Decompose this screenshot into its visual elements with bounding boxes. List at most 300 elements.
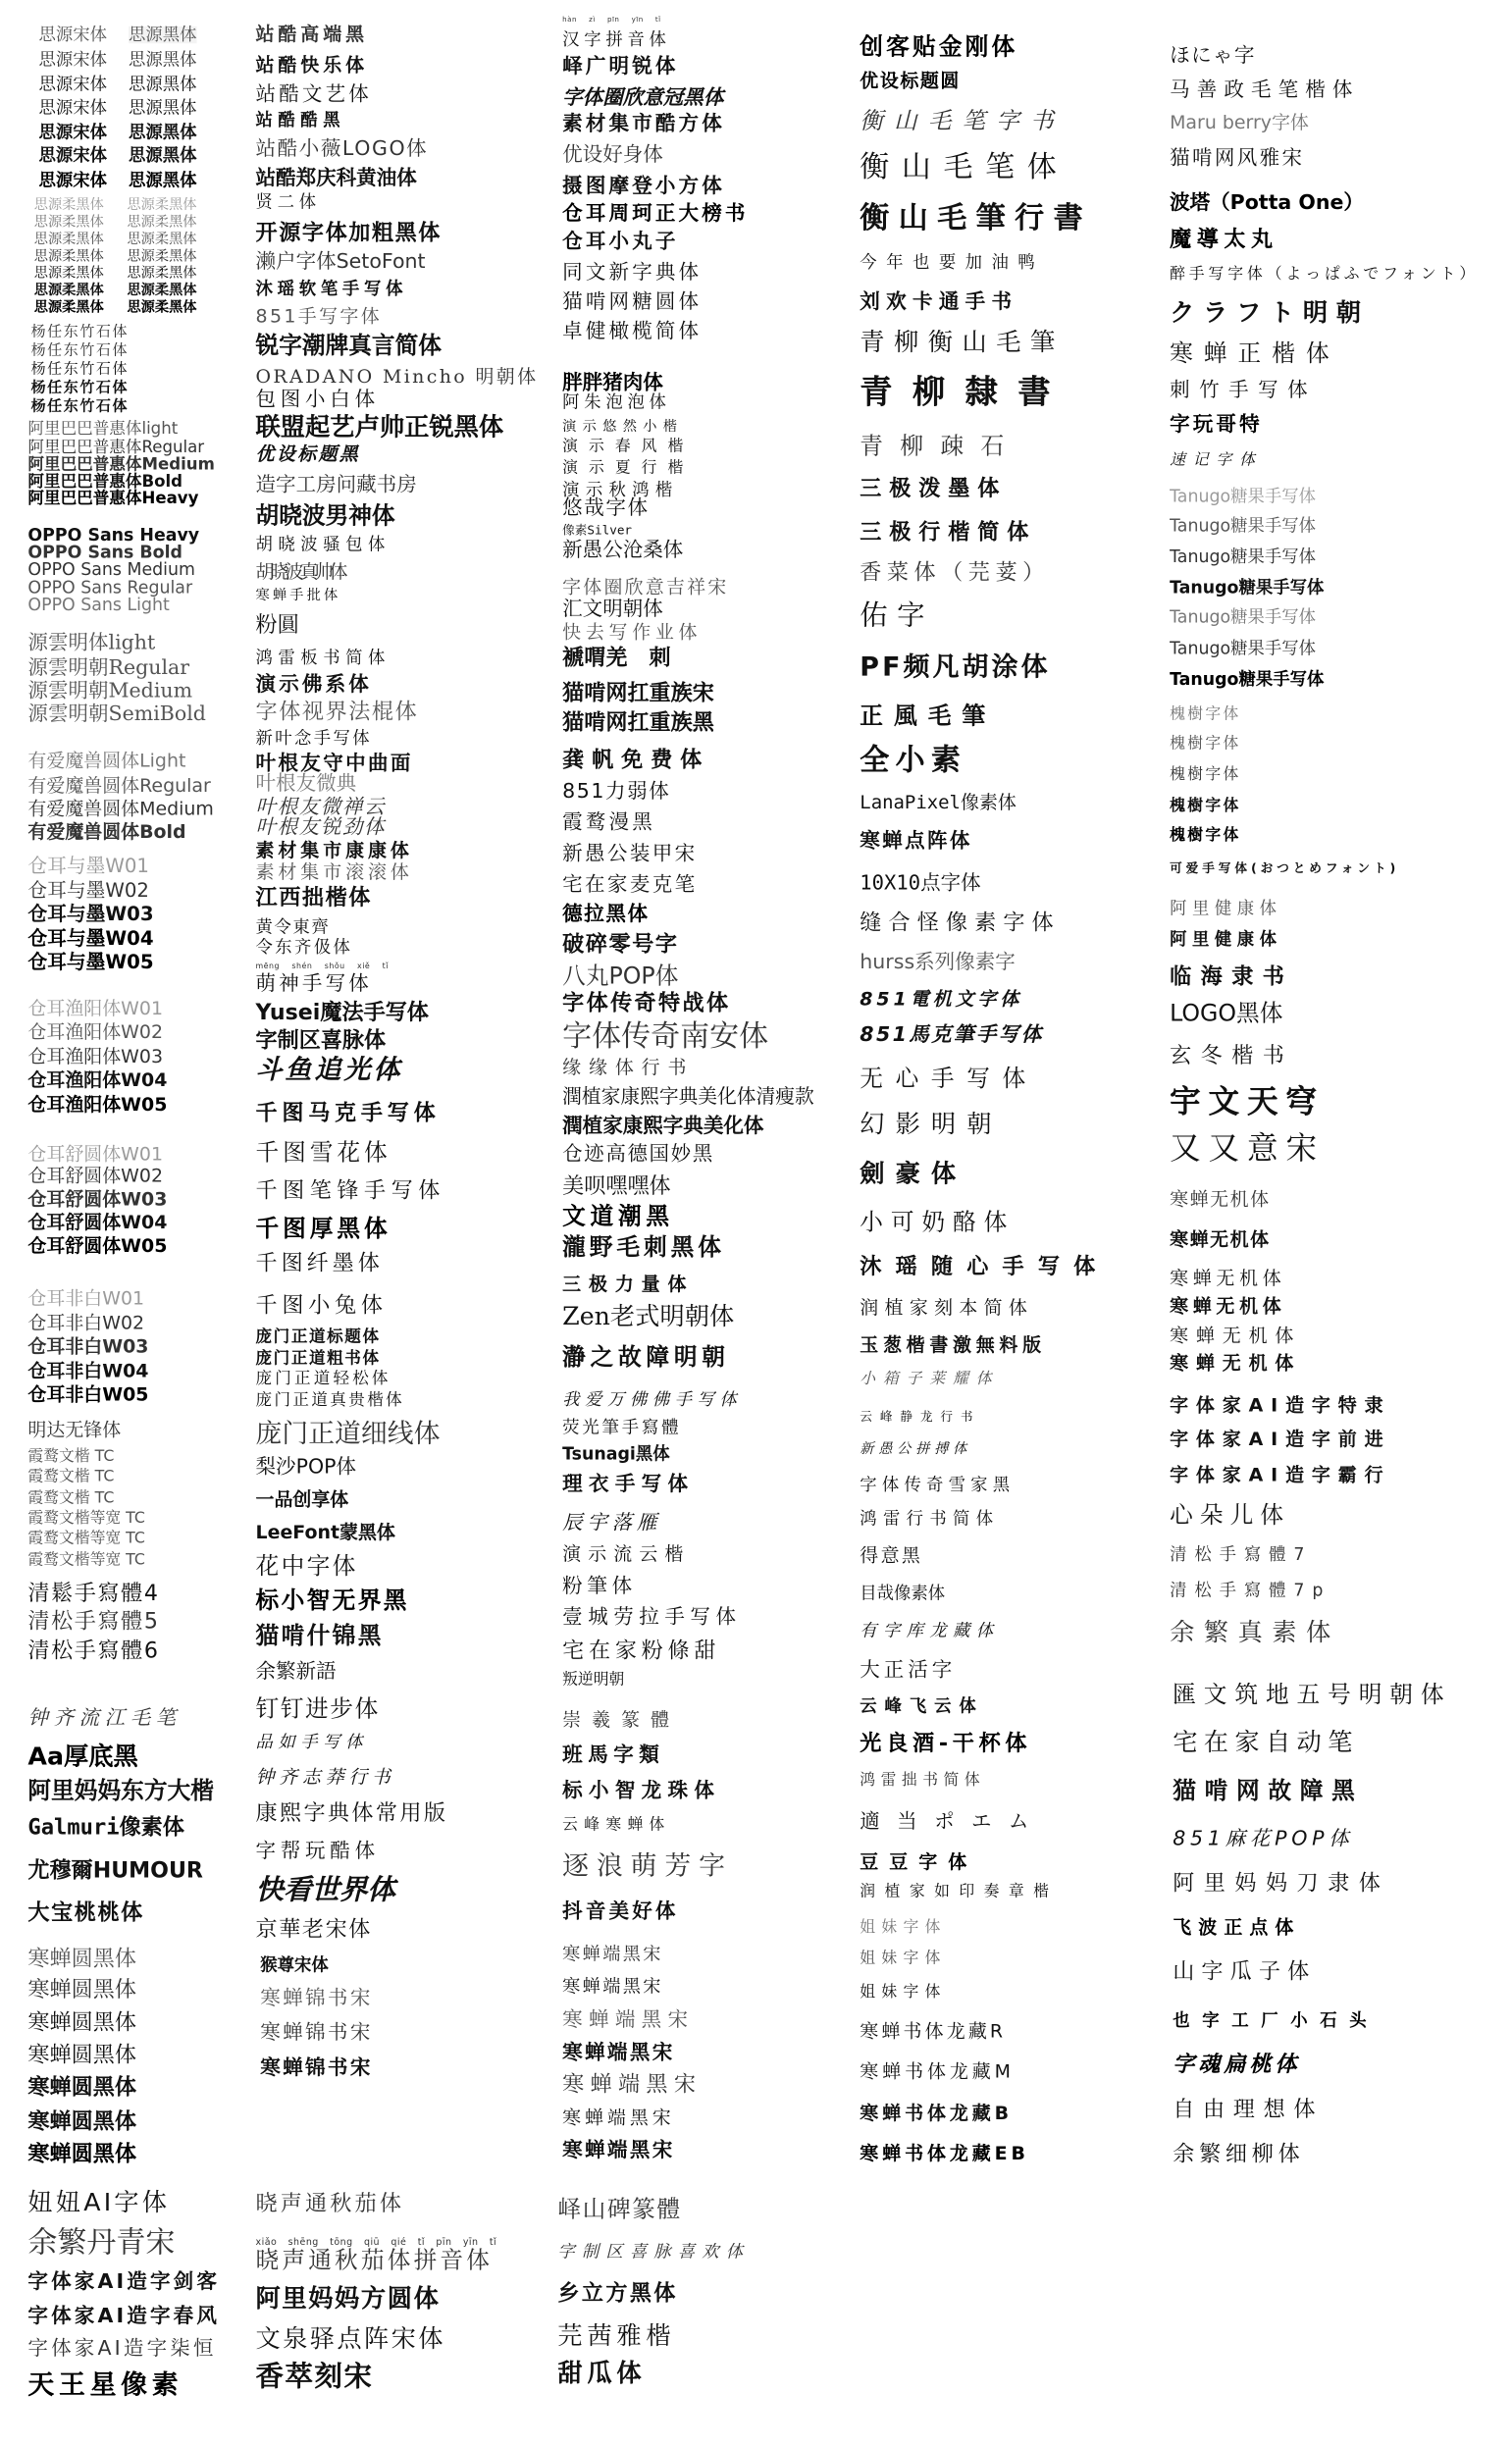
font-sample: 霞鹜文楷等宽 TC [27, 1510, 145, 1528]
font-sample: 品如手写体 [255, 1731, 368, 1751]
font-sample: 刺竹手写体 [1170, 379, 1318, 402]
font-sample: 霞鹜文楷 TC [27, 1448, 115, 1466]
font-sample: 字体圈欣意冠黑体 [562, 85, 724, 110]
font-sample: 站酷小薇LOGO体 [255, 136, 429, 161]
font-sample: 杨任东竹石体 [30, 397, 130, 416]
font-sample: 851麻花POP体 [1173, 1827, 1354, 1850]
font-sample: 新叶念手写体 [255, 727, 372, 748]
font-sample: 小箱子莱耀体 [860, 1371, 1000, 1388]
font-sample: 阿朱泡泡体 [562, 390, 671, 412]
font-sample: 令东齐伋体 [255, 936, 353, 957]
font-sample: 仓耳非白W05 [27, 1382, 149, 1406]
font-sample: 峄广明锐体 [562, 55, 679, 78]
font-sample: 也字工厂小石头 [1173, 2009, 1380, 2031]
font-sample: 芫茜雅楷 [557, 2320, 676, 2351]
font-sample: 寒蝉端黑宋 [562, 2041, 675, 2064]
font-sample: 鸿雷拙书简体 [860, 1772, 986, 1790]
font-sample: 宅在家麦克笔 [562, 872, 698, 897]
font-sample: 三极力量体 [562, 1273, 695, 1295]
font-sample: 杨任东竹石体 [30, 323, 130, 341]
font-sample: 衡山毛笔字书 [860, 106, 1065, 134]
font-sample: OPPO Sans Bold [27, 541, 182, 562]
font-sample: 站酷快乐体 [255, 54, 369, 77]
font-sample: 润植家如印奏章楷 [860, 1883, 1059, 1901]
font-sample: 胡晓波男神体 [255, 500, 395, 530]
font-sample: 粉筆体 [562, 1574, 637, 1598]
font-sample: 思源柔黑体 [33, 248, 104, 265]
font-sample: LOGO黑体 [1170, 998, 1283, 1027]
font-sample: OPPO Sans Regular [27, 577, 193, 598]
font-sample: 仓耳与墨W05 [27, 949, 154, 973]
font-sample: 胡晓波真帅体 [255, 560, 344, 583]
font-sample: 851電机文字体 [860, 988, 1023, 1011]
font-sample: Zen老式明朝体 [562, 1301, 735, 1331]
font-sample: 寒蝉书体龙藏EB [860, 2142, 1029, 2164]
font-sample: 标小智无界黑 [255, 1586, 409, 1614]
font-sample: 文道潮黑 [562, 1201, 674, 1229]
font-sample: 字魂扁桃体 [1173, 2053, 1301, 2078]
font-sample: 云峰飞云体 [860, 1695, 984, 1716]
font-sample: 字体视界法棍体 [255, 700, 419, 725]
column-4 [860, 0, 1162, 2445]
font-sample: 飞波正点体 [1173, 1916, 1301, 1939]
font-sample: LanaPixel像素体 [860, 791, 1017, 813]
font-sample: 潤植家康熙字典美化体 [562, 1115, 764, 1138]
font-sample: 猫啃网故障黑 [1173, 1776, 1364, 1804]
font-sample: 寒蝉书体龙藏R [860, 2019, 1007, 2042]
font-sample: 源雲明朝SemiBold [27, 702, 206, 726]
font-sample: 青柳疎石 [860, 431, 1021, 460]
font-sample: 清鬆手寫體4 [27, 1582, 160, 1607]
font-sample: 清松手寫體7p [1170, 1579, 1331, 1600]
font-sample: 寒蝉圆黑体 [27, 2109, 136, 2135]
font-sample: 庞门正道细线体 [255, 1418, 441, 1450]
font-sample: 猴尊宋体 [260, 1953, 329, 1975]
font-sample: ORADANO Mincho 明朝体 [255, 365, 539, 388]
font-sample: 寒蝉圆黑体 [27, 2142, 136, 2167]
font-sample: Tanugo糖果手写体 [1170, 514, 1316, 536]
font-sample: 寒蝉圆黑体 [27, 2010, 136, 2036]
font-sample: 波塔（Potta One） [1170, 190, 1364, 215]
font-sample: 槐樹字体 [1170, 798, 1241, 815]
font-sample: Galmuri像素体 [27, 1815, 184, 1841]
font-sample: 濑户字体SetoFont [255, 249, 426, 274]
font-sample: 汉字拼音体 [562, 28, 671, 49]
font-sample: 仓耳与墨W01 [27, 853, 149, 877]
font-sample: 大宝桃桃体 [27, 1900, 144, 1926]
font-sample: 字体家AI造字春风 [27, 2304, 221, 2328]
font-sample: 天王星像素 [27, 2368, 183, 2401]
font-sample: 可爱手写体(おつとめフォント) [1170, 860, 1400, 876]
font-sample: 仓耳渔阳体W05 [27, 1093, 168, 1116]
font-sample: 班馬字類 [562, 1743, 665, 1767]
font-sample: 今年也要加油鸭 [860, 251, 1045, 273]
font-sample: 姐妹字体 [860, 1919, 947, 1937]
font-sample: 字体圈欣意吉祥宋 [562, 576, 729, 598]
font-sample: 思源宋体 [38, 96, 107, 118]
font-sample: Tsunagi黑体 [562, 1442, 670, 1464]
pinyin-annotation: hàn zì pīn yīn tǐ [562, 16, 661, 25]
font-sample: 心朵儿体 [1170, 1500, 1291, 1529]
font-sample: 优设标题黑 [255, 442, 361, 465]
font-sample: Tanugo糖果手写体 [1170, 668, 1325, 689]
font-sample: 德拉黑体 [562, 902, 650, 926]
font-sample: 槐樹字体 [1170, 827, 1241, 845]
font-sample: 有爱魔兽圆体Medium [27, 798, 214, 820]
font-sample: 猫啃什锦黑 [255, 1621, 384, 1649]
font-sample: 仓耳渔阳体W01 [27, 997, 164, 1019]
font-sample: 理衣手写体 [562, 1472, 695, 1496]
font-sample: 槐樹字体 [1170, 735, 1241, 754]
font-sample: 仓耳非白W02 [27, 1312, 145, 1334]
font-sample: 仓耳渔阳体W02 [27, 1020, 164, 1043]
font-sample: 缝合怪像素字体 [860, 910, 1061, 936]
font-sample: 云峰寒蝉体 [562, 1817, 671, 1835]
font-sample: 源雲明朝Medium [27, 679, 193, 703]
font-sample: 思源黑体 [129, 48, 197, 70]
font-sample: 小可奶酪体 [860, 1207, 1016, 1236]
font-sample: 思源宋体 [38, 24, 107, 44]
font-sample: Tanugo糖果手写体 [1170, 485, 1316, 506]
font-sample: 目哉像素体 [860, 1582, 946, 1603]
font-sample: 霞鹜漫黑 [562, 810, 655, 835]
font-sample: 衡山毛笔体 [860, 149, 1069, 184]
font-sample: 萌神手写体 [255, 971, 372, 996]
font-sample: 叛逆明朝 [562, 1671, 625, 1690]
font-sample: 阿里妈妈方圆体 [255, 2283, 441, 2314]
font-sample: 思源黑体 [129, 121, 197, 142]
font-sample: 寒蝉端黑宋 [562, 2072, 703, 2098]
font-sample: 851馬克筆手写体 [860, 1022, 1044, 1047]
font-sample: 字制区喜脉喜欢体 [557, 2240, 751, 2262]
font-sample: 思源宋体 [38, 169, 107, 190]
font-sample: 寒蝉圆黑体 [27, 1947, 136, 1972]
font-sample: 演示秋鸿楷 [562, 479, 679, 500]
font-sample: 姐妹字体 [860, 1950, 947, 1968]
font-sample: 沐瑶随心手写体 [860, 1254, 1110, 1280]
font-sample: 霞鹜文楷等宽 TC [27, 1552, 145, 1570]
font-sample: 三极泼墨体 [860, 477, 1008, 502]
font-sample: 851力弱体 [562, 779, 671, 804]
font-sample: 寒蝉锦书宋 [260, 1986, 373, 2010]
font-sample: Maru berry字体 [1170, 111, 1309, 133]
font-sample: 无心手写体 [860, 1063, 1038, 1092]
font-sample: 字体家AI造字特隶 [1170, 1394, 1391, 1417]
pinyin-annotation: xiǎo shēng tōng qiū qié tǐ pīn yīn tǐ [255, 2236, 497, 2248]
font-sample: 衡山毛筆行書 [860, 200, 1093, 235]
font-sample: 寒蝉端黑宋 [562, 2138, 675, 2162]
font-sample: 钉钉进步体 [255, 1693, 380, 1722]
font-sample: OPPO Sans Medium [27, 558, 195, 579]
font-sample: 猫啃网风雅宋 [1170, 146, 1305, 170]
font-sample: 演示佛系体 [255, 673, 372, 697]
font-sample: 思源宋体 [38, 121, 107, 142]
font-sample: 思源黑体 [129, 96, 197, 118]
font-sample: 妞妞AI字体 [27, 2187, 171, 2217]
font-sample: 优设标题圆 [860, 70, 961, 92]
font-sample: 宇文天穹 [1170, 1082, 1325, 1120]
font-sample: 思源柔黑体 [33, 265, 104, 282]
font-sample: 思源黑体 [129, 169, 197, 190]
font-sample: 粉圓 [255, 613, 299, 639]
font-sample: 叶根友微典 [255, 772, 357, 796]
font-sample: 缘缘体行书 [562, 1056, 695, 1078]
font-sample: 卓健橄榄简体 [562, 320, 703, 343]
font-sample: 姐妹字体 [860, 1984, 947, 2002]
font-sample: 劍豪体 [860, 1159, 967, 1189]
font-sample: 钟齐流江毛笔 [27, 1706, 182, 1730]
font-sample: 字体家AI造字霸行 [1170, 1464, 1391, 1486]
pinyin-annotation: mēng shén shǒu xiě tǐ [255, 961, 389, 971]
font-sample: 叶根友锐劲体 [255, 815, 387, 839]
font-sample: 幻影明朝 [860, 1109, 1003, 1139]
font-sample: 新愚公拼搏体 [860, 1441, 971, 1457]
font-sample: Aa厚底黑 [27, 1741, 138, 1771]
font-sample: LeeFont蒙黑体 [255, 1521, 395, 1543]
font-sample: 站酷高端黑 [255, 23, 369, 45]
font-sample: 余繁真素体 [1170, 1617, 1340, 1647]
font-sample: 阿里妈妈刀隶体 [1173, 1871, 1390, 1897]
font-sample: 我爱万佛佛手写体 [562, 1388, 743, 1410]
font-sample: 佑字 [860, 599, 935, 633]
font-sample: 素材集市康康体 [255, 839, 413, 861]
font-sample: 思源柔黑体 [127, 232, 197, 247]
font-sample: 汇文明朝体 [562, 597, 663, 621]
font-sample: 又又意宋 [1170, 1129, 1325, 1167]
font-sample: 仓耳渔阳体W03 [27, 1045, 164, 1067]
font-sample: 阿里妈妈东方大楷 [27, 1776, 214, 1804]
font-sample: 壹城劳拉手写体 [562, 1605, 742, 1630]
font-sample: 玉葱楷書激無料版 [860, 1333, 1046, 1356]
font-sample: 辰宇落雁 [562, 1511, 662, 1535]
font-sample: 站酷酷黑 [255, 109, 346, 130]
font-sample: 851手写字体 [255, 305, 383, 328]
font-sample: 阿里健康体 [1170, 897, 1282, 918]
font-sample: 阿里巴巴普惠体Bold [27, 472, 183, 492]
font-sample: 素材集市滚滚体 [255, 860, 413, 883]
font-sample: 仓耳非白W01 [27, 1287, 145, 1310]
font-sample: 钟齐志莽行书 [255, 1765, 395, 1789]
font-sample: 京華老宋体 [255, 1917, 372, 1943]
font-sample: 思源柔黑体 [127, 197, 197, 214]
font-sample: 像素Silver [562, 523, 633, 538]
font-sample: 千图厚黑体 [255, 1214, 391, 1242]
font-sample: 寒蝉圆黑体 [27, 2043, 136, 2068]
font-sample: 余繁新語 [255, 1659, 337, 1684]
font-sample: 香菜体（芫荽） [860, 560, 1050, 586]
font-sample: 晓声通秋茄体拼音体 [255, 2245, 494, 2274]
font-sample: 思源柔黑体 [33, 299, 104, 316]
font-sample: 尤穆爾HUMOUR [27, 1858, 203, 1884]
font-sample: 文泉驿点阵宋体 [255, 2323, 445, 2354]
font-sample: 字玩哥特 [1170, 412, 1263, 437]
font-sample: 槐樹字体 [1170, 766, 1241, 784]
font-sample: 胖胖猪肉体 [562, 371, 663, 394]
font-sample: OPPO Sans Heavy [27, 524, 200, 545]
font-sample: 梨沙POP体 [255, 1455, 357, 1480]
font-sample: 字体传奇南安体 [562, 1018, 769, 1053]
font-sample: 联盟起艺卢帅正锐黑体 [255, 411, 504, 442]
font-sample: 仓耳渔阳体W04 [27, 1068, 168, 1091]
font-sample: 潤植家康熙字典美化体清瘦款 [562, 1083, 814, 1108]
font-sample: 自由理想体 [1173, 2097, 1325, 2123]
font-sample: 仓迹高德国妙黑 [562, 1142, 714, 1167]
font-sample: 褫喟羌 刺 [562, 646, 671, 671]
column-3 [557, 0, 849, 2445]
font-sample: クラフト明朝 [1170, 297, 1370, 328]
font-sample: 鸿雷板书简体 [255, 647, 391, 667]
font-sample: 演示春风楷 [562, 438, 695, 456]
font-sample: 仓耳周珂正大榜书 [562, 202, 749, 226]
font-sample: 创客贴金刚体 [860, 31, 1018, 60]
font-sample: 思源黑体 [129, 24, 197, 44]
font-sample: 清松手寫體7 [1170, 1543, 1313, 1564]
font-sample: 仓耳与墨W04 [27, 926, 154, 950]
font-sample: 刘欢卡通手书 [860, 290, 1018, 314]
font-sample: 晓声通秋茄体 [255, 2192, 405, 2217]
font-sample: 演示悠然小楷 [562, 419, 684, 435]
font-sample: 仓耳与墨W02 [27, 878, 149, 902]
font-sample: 明达无锋体 [27, 1419, 122, 1441]
font-sample: 寒蝉圆黑体 [27, 1978, 136, 2003]
font-sample: 思源柔黑体 [33, 197, 104, 214]
font-sample: 寒蝉书体龙藏B [860, 2102, 1014, 2124]
font-sample: 站酷郑庆科黄油体 [255, 166, 417, 190]
font-sample: 八丸POP体 [562, 961, 679, 990]
font-sample: 千图笔锋手写体 [255, 1178, 445, 1204]
font-sample: 仓耳舒圆体W03 [27, 1188, 168, 1211]
font-sample: 寒蝉端黑宋 [562, 2008, 695, 2032]
font-sample: 大正活字 [860, 1658, 957, 1682]
font-sample: 寒蝉端黑宋 [562, 2107, 675, 2129]
font-sample: 得意黑 [860, 1544, 923, 1567]
font-sample: 寒蝉无机体 [1170, 1267, 1286, 1289]
font-sample: 猫啃网糖圆体 [562, 290, 703, 314]
font-sample: 寒蝉无机体 [1170, 1188, 1271, 1211]
font-sample: 清松手寫體5 [27, 1609, 160, 1635]
font-sample: 快看世界体 [255, 1874, 395, 1907]
font-sample: 余繁细柳体 [1173, 2142, 1305, 2167]
font-sample: 黄令東齊 [255, 915, 331, 937]
font-sample: 贤二体 [255, 190, 321, 212]
font-sample: OPPO Sans Light [27, 594, 170, 615]
font-sample: 寒蝉圆黑体 [27, 2075, 136, 2101]
font-sample: 胡晓波骚包体 [255, 533, 391, 554]
font-sample: 站酷文艺体 [255, 82, 372, 107]
font-sample: 字体传奇雪家黑 [860, 1474, 1016, 1494]
font-sample: 素材集市酷方体 [562, 112, 725, 136]
font-sample: 阿里巴巴普惠体Medium [27, 455, 215, 475]
font-sample: 新愚公装甲宋 [562, 842, 698, 865]
font-sample: hurss系列像素字 [860, 950, 1016, 974]
font-sample: 寒蝉无机体 [1170, 1294, 1286, 1318]
font-sample: 阿里巴巴普惠体Heavy [27, 489, 199, 508]
font-sample: 同文新字典体 [562, 261, 703, 285]
font-sample: 乡立方黑体 [557, 2281, 678, 2307]
font-sample: 庞门正道真贵楷体 [255, 1390, 405, 1410]
font-sample: 仓耳舒圆体W01 [27, 1143, 164, 1166]
font-sample: 有爱魔兽圆体Bold [27, 820, 186, 843]
font-sample: 沐瑶软笔手写体 [255, 278, 408, 298]
font-sample: 江西拙楷体 [255, 886, 372, 911]
font-sample: 润植家刻本简体 [860, 1296, 1034, 1319]
font-sample: 杨任东竹石体 [30, 379, 130, 397]
font-sample: 快去写作业体 [562, 621, 703, 644]
font-sample: 临海隶书 [1170, 964, 1294, 990]
font-sample: 仓耳舒圆体W02 [27, 1165, 164, 1187]
font-sample: 寒蝉书体龙藏M [860, 2059, 1015, 2083]
font-sample: 寒蝉正楷体 [1170, 338, 1340, 367]
font-sample: 一品创享体 [255, 1488, 349, 1511]
font-sample: 有字库龙藏体 [860, 1619, 1000, 1640]
font-sample: 霞鹜文楷 TC [27, 1489, 115, 1508]
font-sample: 思源黑体 [129, 144, 197, 166]
font-sample: 寒蝉点阵体 [860, 829, 972, 854]
font-sample: PF频凡胡涂体 [860, 650, 1051, 683]
font-sample: 寒蝉手批体 [255, 588, 341, 603]
font-sample: 思源宋体 [38, 48, 107, 70]
font-sample: 思源宋体 [38, 144, 107, 166]
font-sample: 字体家AI造字剑客 [27, 2269, 221, 2294]
font-sample: 思源柔黑体 [127, 299, 197, 316]
font-sample: 霞鹜文楷 TC [27, 1468, 115, 1486]
font-sample: 甜瓜体 [557, 2358, 647, 2388]
font-sample: 槐樹字体 [1170, 705, 1241, 724]
font-sample: 猫啃网扛重族黑 [562, 710, 714, 736]
font-sample: 杨任东竹石体 [30, 360, 130, 379]
font-sample: 悠哉字体 [562, 496, 650, 520]
font-sample: 余繁丹青宋 [27, 2225, 176, 2260]
font-sample: 阿里巴巴普惠体Regular [27, 438, 205, 457]
font-sample: 峄山碑篆體 [557, 2194, 682, 2222]
column-2 [256, 0, 550, 2445]
column-1 [0, 0, 248, 2445]
font-sample: 山字瓜子体 [1173, 1959, 1317, 1985]
font-sample: 云峰静龙行书 [860, 1409, 981, 1425]
font-sample: 全小素 [860, 743, 967, 777]
font-sample: 宅在家粉條甜 [562, 1639, 721, 1664]
font-sample: ほにゃ字 [1170, 43, 1257, 68]
font-sample: 抖音美好体 [562, 1899, 679, 1924]
font-sample: 龚帆免费体 [562, 748, 710, 773]
font-sample: 思源柔黑体 [33, 214, 104, 231]
font-sample: 清松手寫體6 [27, 1639, 160, 1664]
font-sample: 匯文筑地五号明朝体 [1173, 1680, 1452, 1708]
font-sample: 叶根友微禅云 [255, 795, 387, 819]
font-sample: 美呗嘿嘿体 [562, 1173, 671, 1200]
font-sample: 仓耳舒圆体W05 [27, 1234, 168, 1257]
font-sample: 寒蝉无机体 [1170, 1324, 1302, 1347]
font-sample: 演示流云楷 [562, 1542, 691, 1565]
font-sample: 思源柔黑体 [127, 214, 197, 231]
font-sample: 庞门正道标题体 [255, 1327, 381, 1346]
font-sample: 千图纤墨体 [255, 1251, 384, 1277]
font-sample: 醉手写字体（よっぱふでフォント） [1170, 266, 1480, 284]
font-sample: 字体传奇特战体 [562, 991, 731, 1016]
font-sample: 豆豆字体 [860, 1850, 978, 1873]
font-sample: 霞鹜文楷等宽 TC [27, 1530, 145, 1548]
font-sample: 魔導太丸 [1170, 228, 1278, 253]
font-sample: Tanugo糖果手写体 [1170, 577, 1325, 598]
font-sample: 香萃刻宋 [255, 2361, 374, 2394]
font-sample: 包图小白体 [255, 388, 380, 412]
font-sample: 源雲明体light [27, 631, 156, 655]
font-sample: 新愚公沧桑体 [562, 538, 684, 562]
font-sample: 適当ポエム [860, 1809, 1046, 1834]
font-sample: 马善政毛笔楷体 [1170, 78, 1360, 102]
font-sample: 青柳衡山毛筆 [860, 327, 1065, 357]
font-sample: 光良酒-干杯体 [860, 1732, 1032, 1757]
